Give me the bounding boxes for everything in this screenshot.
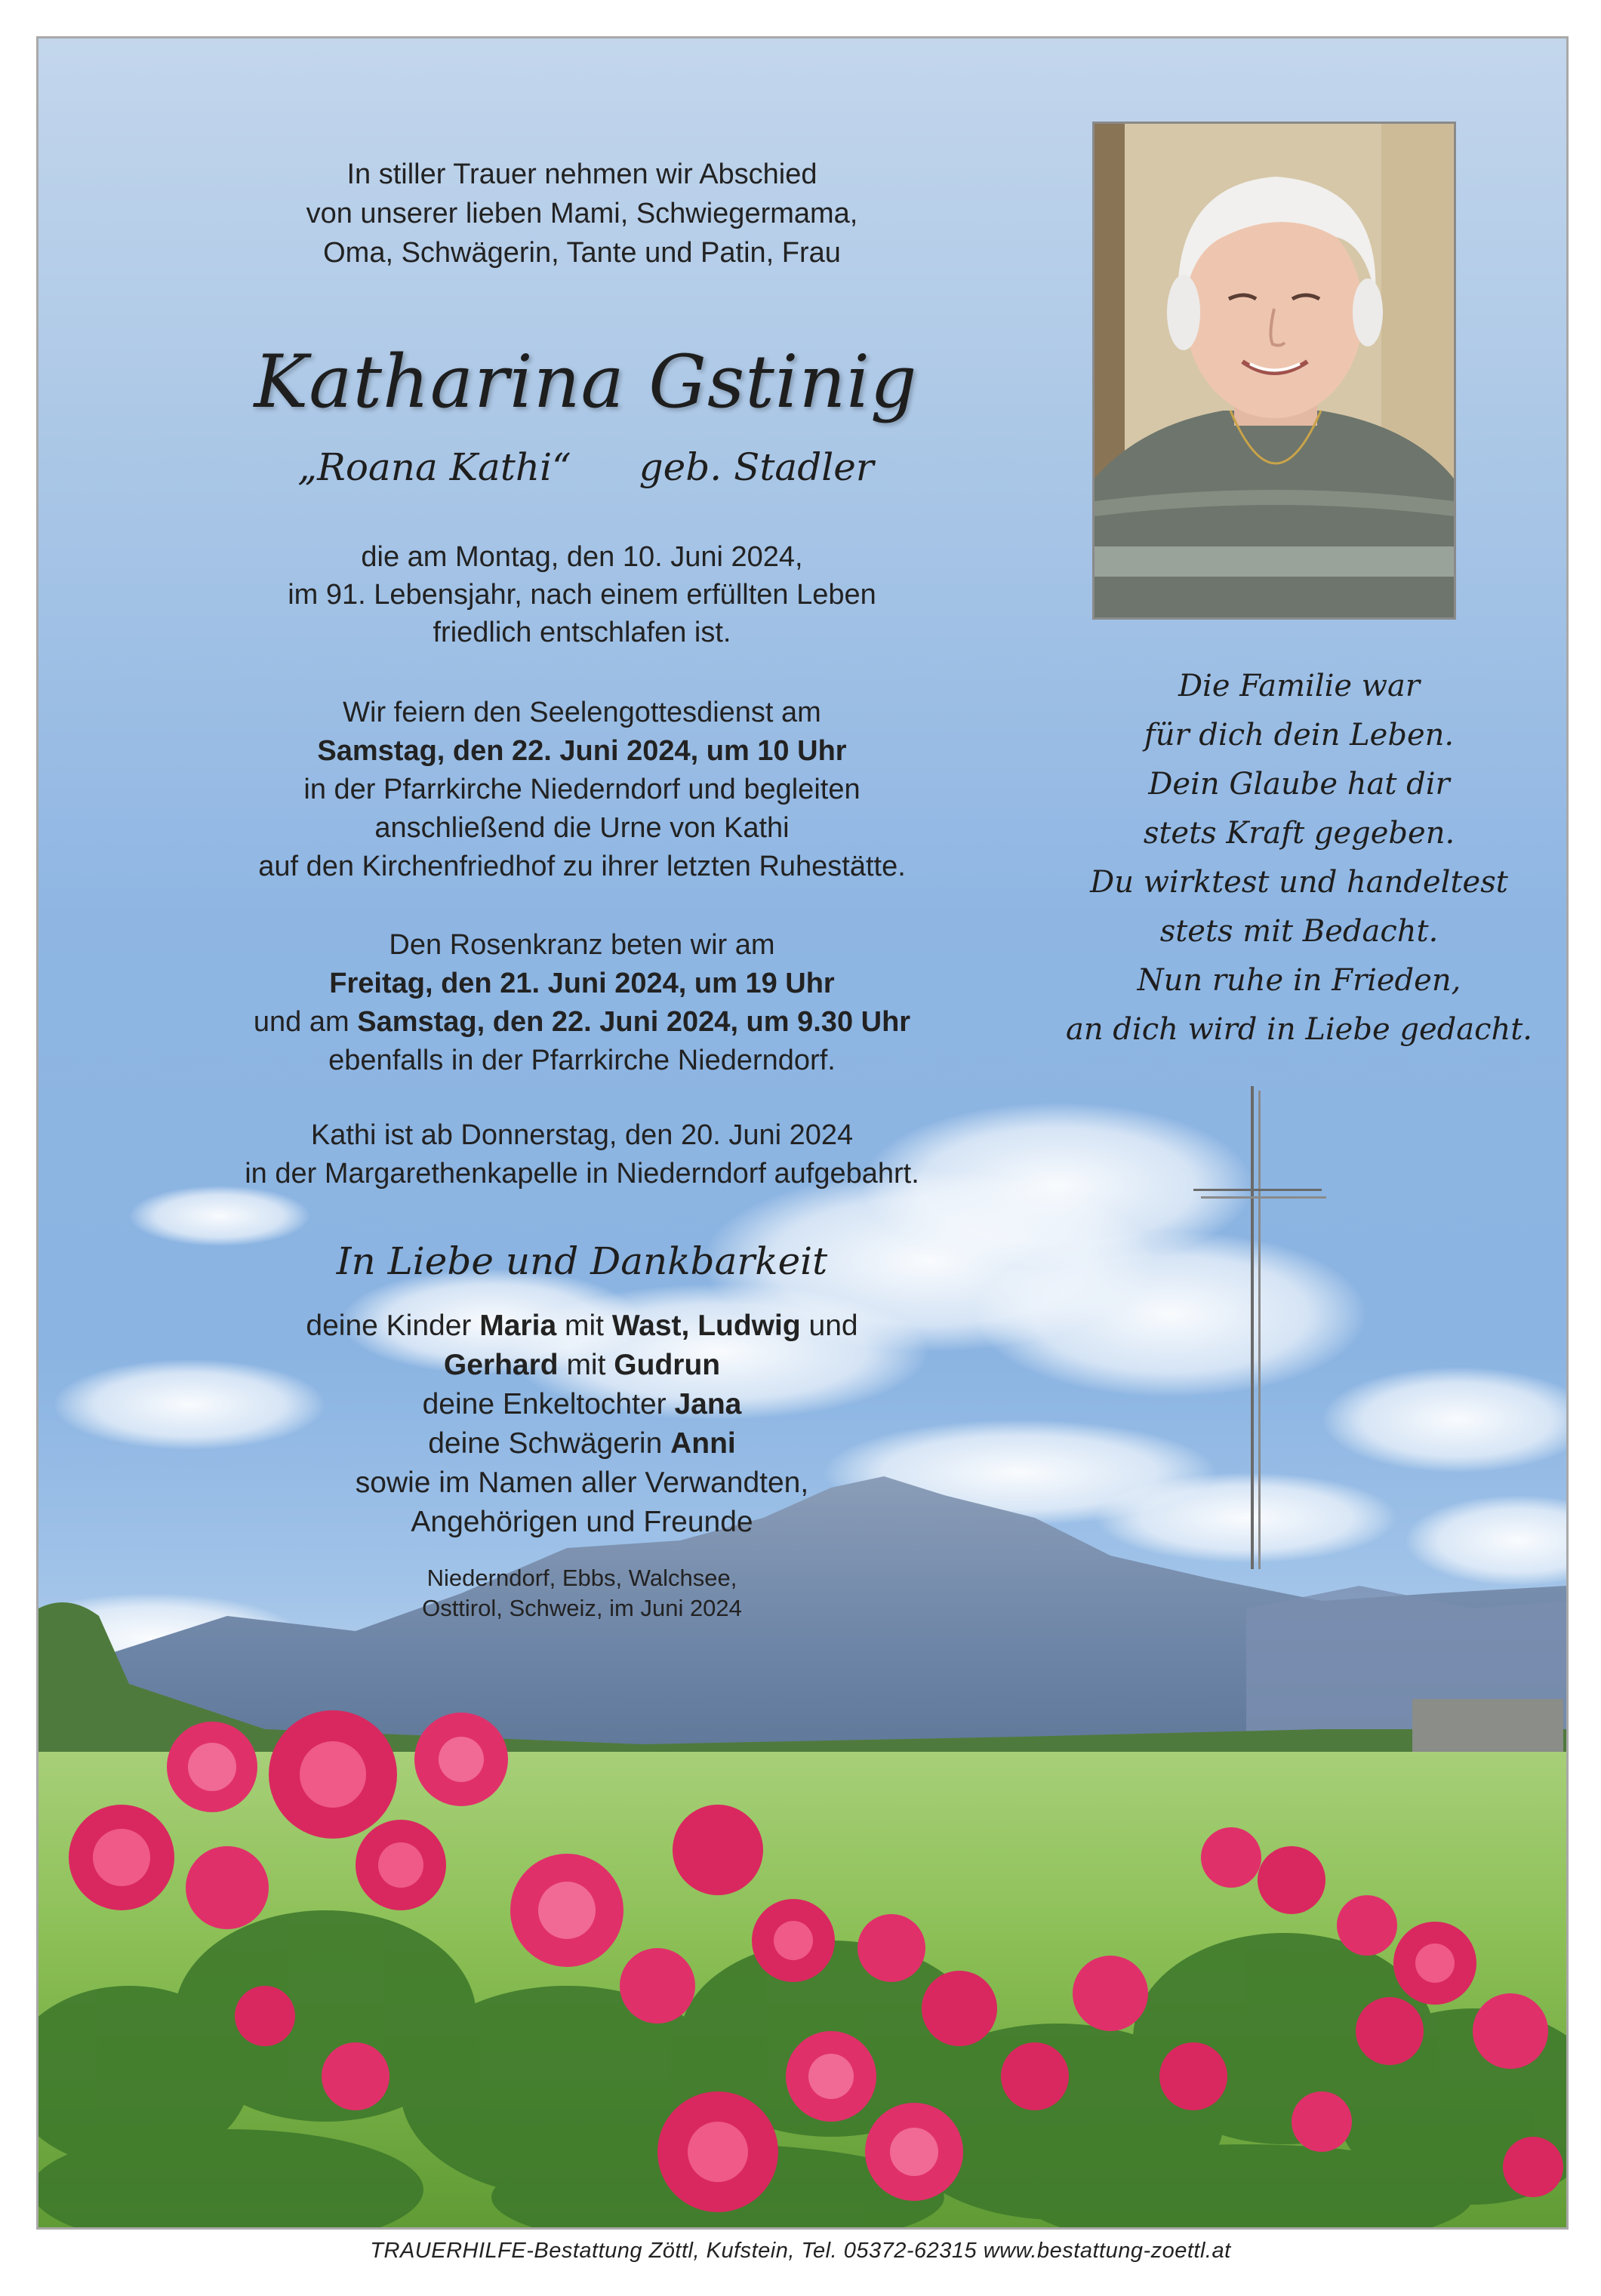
poem-line: an dich wird in Liebe gedacht. xyxy=(1065,1012,1533,1047)
intro-line: von unserer lieben Mami, Schwiegermama, xyxy=(306,198,858,229)
family-member: Gerhard xyxy=(443,1349,559,1381)
poem xyxy=(1042,662,1556,1054)
place-line: Niederndorf, Ebbs, Walchsee, xyxy=(426,1565,737,1591)
intro-text xyxy=(159,155,1005,272)
funeral-home-footer: TRAUERHILFE-Bestattung Zöttl, Kufstein, Tel. 05372-62315 www.bestattung-zoettl.at xyxy=(370,2239,1231,2263)
viewing-info xyxy=(137,1116,1027,1193)
rosary-connector: und am xyxy=(253,1006,358,1038)
nickname: „Roana Kathi“ xyxy=(297,445,571,489)
intro-line: Oma, Schwägerin, Tante und Patin, Frau xyxy=(323,237,841,269)
cross-icon xyxy=(1190,1086,1326,1577)
family-member: Gudrun xyxy=(614,1349,721,1381)
rosary-info xyxy=(137,926,1027,1080)
rosary-date-1: Freitag, den 21. Juni 2024, um 19 Uhr xyxy=(329,968,835,999)
death-line: die am Montag, den 10. Juni 2024, xyxy=(361,541,803,573)
mass-date: Samstag, den 22. Juni 2024, um 10 Uhr xyxy=(317,735,847,767)
poem-line: Nun ruhe in Frieden, xyxy=(1137,963,1461,998)
mass-line: auf den Kirchenfriedhof zu ihrer letzten Ruhestätte. xyxy=(258,851,906,882)
family-text: mit xyxy=(556,1310,612,1342)
viewing-line: in der Margarethenkapelle in Niederndorf aufgebahrt. xyxy=(245,1158,919,1190)
viewing-line: Kathi ist ab Donnerstag, den 20. Juni 2024 xyxy=(310,1119,854,1151)
family-member: Maria xyxy=(479,1310,557,1342)
memorial-mass-info xyxy=(137,694,1027,886)
rosary-line: Den Rosenkranz beten wir am xyxy=(389,929,775,961)
family-member: Anni xyxy=(670,1427,736,1460)
birth-name: geb. Stadler xyxy=(639,445,874,489)
family-text: deine Kinder xyxy=(306,1310,480,1342)
place-line: Osttirol, Schweiz, im Juni 2024 xyxy=(422,1595,742,1621)
poem-line: Dein Glaube hat dir xyxy=(1148,767,1450,802)
nickname-line xyxy=(152,445,1020,490)
deceased-name: Katharina Gstinig xyxy=(254,340,918,424)
family-text: und xyxy=(800,1310,858,1342)
rosary-date-2: Samstag, den 22. Juni 2024, um 9.30 Uhr xyxy=(357,1006,911,1038)
mass-line: in der Pfarrkirche Niederndorf und begleiten xyxy=(303,774,861,805)
family-text: Angehörigen und Freunde xyxy=(411,1506,753,1538)
family-list xyxy=(159,1307,1005,1542)
poem-line: stets mit Bedacht. xyxy=(1159,914,1439,949)
place-and-date xyxy=(235,1563,929,1624)
portrait-image xyxy=(1095,124,1454,617)
death-line: friedlich entschlafen ist. xyxy=(433,617,731,648)
family-text: sowie im Namen aller Verwandten, xyxy=(355,1467,809,1499)
portrait-photo xyxy=(1092,122,1456,620)
mass-line: anschließend die Urne von Kathi xyxy=(374,812,790,844)
intro-line: In stiller Trauer nehmen wir Abschied xyxy=(346,159,817,190)
family-text: deine Enkeltochter xyxy=(422,1388,675,1420)
poem-line: Die Familie war xyxy=(1178,669,1421,703)
death-notice xyxy=(159,538,1005,651)
family-member: Wast, Ludwig xyxy=(611,1310,801,1342)
thanks-title: In Liebe und Dankbarkeit xyxy=(336,1239,828,1283)
rosary-line: ebenfalls in der Pfarrkirche Niederndorf. xyxy=(328,1045,836,1076)
death-line: im 91. Lebensjahr, nach einem erfüllten Leben xyxy=(288,579,876,611)
obituary-card xyxy=(36,36,1569,2230)
family-member: Jana xyxy=(674,1388,742,1420)
poem-line: für dich dein Leben. xyxy=(1144,718,1455,753)
poem-line: Du wirktest und handeltest xyxy=(1090,865,1508,900)
family-text: mit xyxy=(558,1349,614,1381)
mass-line: Wir feiern den Seelengottesdienst am xyxy=(343,697,821,728)
family-text: deine Schwägerin xyxy=(428,1427,671,1460)
poem-line: stets Kraft gegeben. xyxy=(1143,816,1455,851)
